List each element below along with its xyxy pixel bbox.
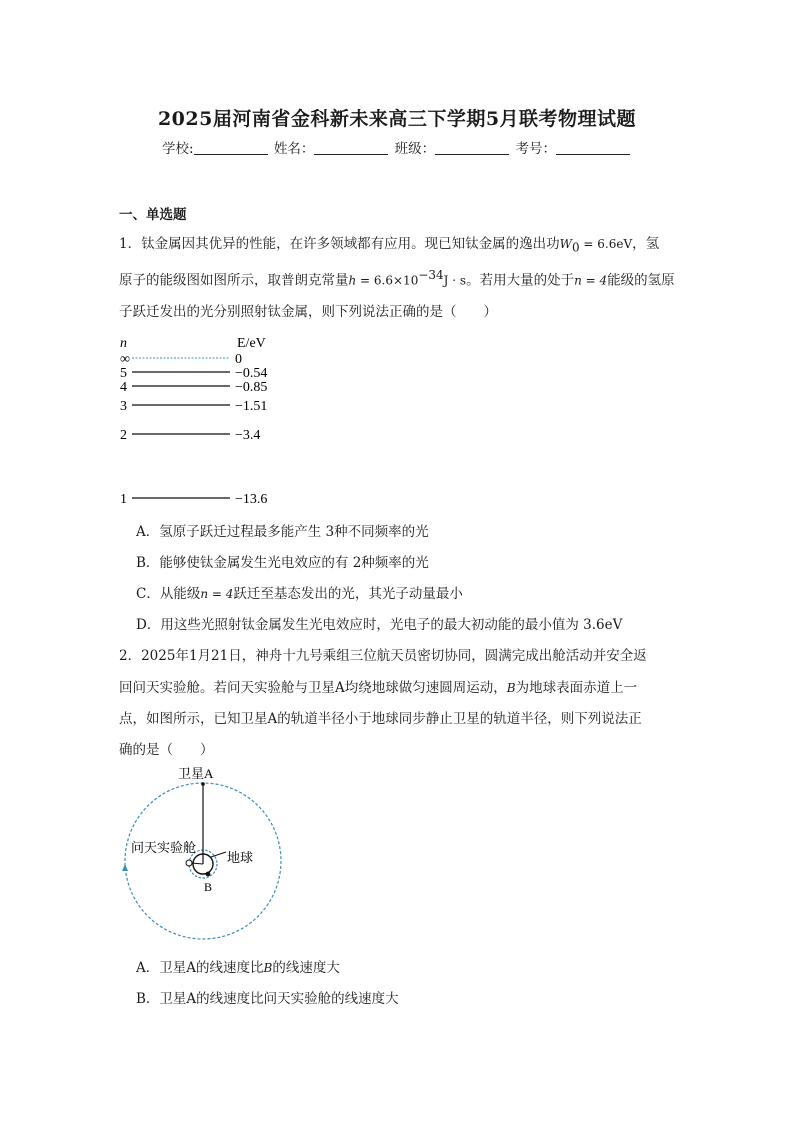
lab-label: 问天实验舱 — [131, 840, 197, 855]
option-c-text: 跃迁至基态发出的光，其光子动量最小 — [233, 586, 463, 602]
q2-option-a[interactable] — [136, 956, 340, 976]
q2-line-1: 2．2025年1月21日，神舟十九号乘组三位航天员密切协同，圆满完成出舱活动并安全返 — [119, 648, 647, 664]
q1-text: 原子的能级图如图所示，取普朗克常量 — [119, 272, 349, 289]
number-blank[interactable] — [556, 140, 630, 155]
student-info-row — [0, 137, 794, 157]
h-unit: J · s — [443, 273, 467, 288]
school-label: 学校: — [162, 141, 194, 157]
level-energy-label: −0.54 — [235, 366, 268, 381]
earth-label: 地球 — [227, 850, 254, 865]
q1-option-a[interactable]: A．氢原子跃迁过程最多能产生 3种不同频率的光 — [136, 524, 429, 540]
h-symbol: h — [348, 273, 357, 288]
q1-text: 。若用大量的处于 — [466, 272, 575, 289]
q1-line-1 — [119, 232, 659, 255]
level-n-label: 1 — [120, 492, 127, 507]
satellite-a-label: 卫星A — [178, 766, 214, 781]
q2-text: 为地球表面赤道上一 — [515, 680, 638, 696]
lab-module-dot — [186, 860, 192, 866]
section-heading: 一、单选题 — [119, 207, 187, 223]
option-c-text: C．从能级 — [136, 586, 201, 602]
q1-option-b[interactable]: B．能够使钛金属发生光电效应的有 2种频率的光 — [136, 555, 429, 571]
q1-text: ，氢 — [632, 236, 660, 252]
school-blank[interactable] — [194, 140, 268, 155]
energy-level-diagram — [110, 332, 310, 512]
level-n-label: ∞ — [120, 352, 130, 367]
q1-text: 能级的氢原 — [607, 272, 675, 289]
q2-text: 回问天实验舱。若问天实验舱与卫星A均绕地球做匀速圆周运动， — [119, 680, 507, 696]
name-label: 姓名： — [273, 141, 315, 157]
q1-option-c[interactable] — [136, 582, 463, 602]
q2-line-3: 点，如图所示，已知卫星A的轨道半径小于地球同步静止卫星的轨道半径，则下列说法正 — [119, 711, 642, 727]
q2-line-4: 确的是（ ） — [119, 742, 214, 758]
b-symbol: B — [506, 681, 516, 695]
energy-axis-label: E/eV — [237, 336, 266, 351]
q1-line-3: 子跃迁发出的光分别照射钛金属，则下列说法正确的是（ ） — [119, 304, 497, 320]
level-energy-label: −13.6 — [235, 492, 268, 507]
level-n-label: 2 — [120, 428, 127, 443]
name-blank[interactable] — [314, 140, 388, 155]
n-equals-4: n = 4 — [200, 587, 234, 601]
n-axis-label: n — [120, 336, 127, 351]
q1-option-d[interactable]: D．用这些光照射钛金属发生光电效应时，光电子的最大初动能的最小值为 3.6eV — [136, 617, 623, 633]
b-symbol: B — [263, 961, 273, 975]
orbit-arrow-icon — [122, 864, 128, 871]
option-a-text: A．卫星A的线速度比 — [136, 960, 264, 976]
level-energy-label: −0.85 — [235, 380, 268, 395]
satellite-a-dot — [201, 782, 205, 786]
h-exponent: −34 — [418, 268, 444, 282]
q2-line-2 — [119, 676, 637, 696]
q2-option-b[interactable]: B．卫星A的线速度比问天实验舱的线速度大 — [136, 991, 399, 1007]
class-blank[interactable] — [435, 140, 509, 155]
point-b-label: B — [204, 880, 213, 894]
level-energy-label: −1.51 — [235, 399, 268, 414]
point-b-dot — [206, 872, 211, 877]
w0-subscript: 0 — [571, 240, 580, 255]
w0-symbol: W — [559, 237, 572, 251]
option-a-text: 的线速度大 — [272, 960, 340, 976]
n-equals-4: n = 4 — [574, 273, 608, 288]
level-n-label: 5 — [120, 366, 127, 381]
q1-line-2 — [119, 268, 675, 289]
page-title: 2025届河南省金科新未来高三下学期5月联考物理试题 — [157, 108, 637, 130]
orbit-diagram — [118, 764, 293, 946]
level-energy-label: 0 — [235, 352, 242, 367]
number-label: 考号： — [515, 141, 556, 157]
class-label: 班级： — [394, 141, 436, 157]
w0-value: = 6.6eV — [579, 237, 633, 251]
level-n-label: 3 — [120, 399, 127, 414]
q1-text: 1．钛金属因其优异的性能，在许多领域都有应用。现已知钛金属的逸出功 — [119, 236, 560, 252]
level-n-label: 4 — [120, 380, 127, 395]
level-energy-label: −3.4 — [235, 428, 261, 443]
h-value: = 6.6×10 — [356, 273, 419, 288]
